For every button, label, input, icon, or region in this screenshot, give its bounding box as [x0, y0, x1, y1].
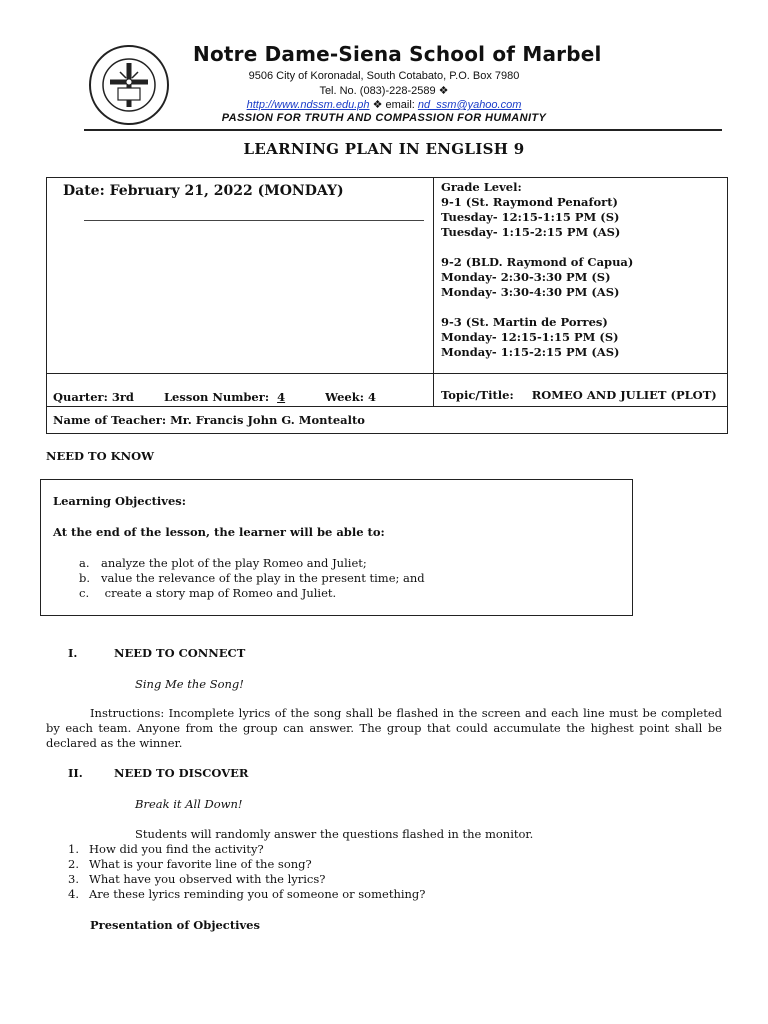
website-link[interactable]: http://www.ndssm.edu.ph [246, 99, 370, 111]
section-schedule: Monday- 12:15-1:15 PM (S) [441, 330, 619, 344]
section-schedule: Tuesday- 12:15-1:15 PM (S) [441, 210, 620, 224]
activity-title: Break it All Down! [135, 797, 243, 811]
section-name: 9-3 (St. Martin de Porres) [441, 315, 608, 329]
document-title: LEARNING PLAN IN ENGLISH 9 [243, 140, 525, 158]
section-numeral: II. [68, 766, 83, 780]
email-link[interactable]: nd_ssm@yahoo.com [417, 99, 522, 111]
email-label: ❖ email: [369, 99, 418, 111]
date-underline [84, 220, 424, 221]
instructions-paragraph: Instructions: Incomplete lyrics of the song shall be flashed in the screen and each line must be completed by each team. Anyone from the group can answer. The group that could accumulate the highest point shall be declared as the winner. [46, 706, 722, 750]
grade-level-label: Grade Level: [441, 180, 522, 194]
teacher-name: Name of Teacher: Mr. Francis John G. Montealto [53, 413, 365, 427]
lesson-date: Date: February 21, 2022 (MONDAY) [63, 183, 344, 199]
school-contacts [0, 98, 768, 111]
section-name: 9-2 (BLD. Raymond of Capua) [441, 255, 634, 269]
activity-title: Sing Me the Song! [135, 677, 244, 691]
school-telephone: Tel. No. (083)-228-2589 ❖ [319, 85, 449, 97]
section-schedule: Monday- 3:30-4:30 PM (AS) [441, 285, 620, 299]
quarter-value: Quarter: 3rd [53, 390, 134, 404]
list-item: 1. How did you find the activity? [68, 842, 264, 856]
need-to-know-heading: NEED TO KNOW [46, 449, 155, 463]
school-name: Notre Dame-Siena School of Marbel [193, 42, 602, 66]
list-item: b. value the relevance of the play in the present time; and [79, 571, 425, 585]
topic-value: ROMEO AND JULIET (PLOT) [531, 388, 717, 402]
info-table-left-top [46, 177, 434, 374]
topic-label: Topic/Title: [441, 388, 514, 402]
section-schedule: Tuesday- 1:15-2:15 PM (AS) [441, 225, 621, 239]
list-item: 4. Are these lyrics reminding you of someone or something? [68, 887, 426, 901]
question-list [68, 842, 425, 902]
school-address: 9506 City of Koronadal, South Cotabato, P.O. Box 7980 [248, 70, 520, 82]
lesson-number-value: 4 [277, 390, 286, 404]
grade-level-block [441, 180, 633, 360]
list-item: 2. What is your favorite line of the song? [68, 857, 312, 871]
presentation-subheading: Presentation of Objectives [90, 918, 260, 932]
discover-intro: Students will randomly answer the questions flashed in the monitor. [135, 827, 534, 841]
section-heading: NEED TO DISCOVER [114, 766, 249, 780]
section-heading: NEED TO CONNECT [114, 646, 246, 660]
quarter-lesson-week-row [53, 390, 376, 404]
objectives-intro: At the end of the lesson, the learner will be able to: [53, 525, 385, 539]
week-value: Week: 4 [325, 390, 376, 404]
list-item: a. analyze the plot of the play Romeo and Juliet; [79, 556, 367, 570]
objectives-list [79, 556, 425, 601]
list-item: 3. What have you observed with the lyrics? [68, 872, 326, 886]
lesson-number-label: Lesson Number: [163, 390, 270, 404]
header-divider [84, 129, 722, 131]
topic-row [441, 388, 717, 402]
section-schedule: Monday- 1:15-2:15 PM (AS) [441, 345, 620, 359]
objectives-title: Learning Objectives: [53, 494, 186, 508]
section-schedule: Monday- 2:30-3:30 PM (S) [441, 270, 611, 284]
section-numeral: I. [68, 646, 78, 660]
school-motto: PASSION FOR TRUTH AND COMPASSION FOR HUMANITY [221, 112, 547, 124]
section-name: 9-1 (St. Raymond Penafort) [441, 195, 618, 209]
list-item: c. create a story map of Romeo and Juliet. [79, 586, 337, 600]
